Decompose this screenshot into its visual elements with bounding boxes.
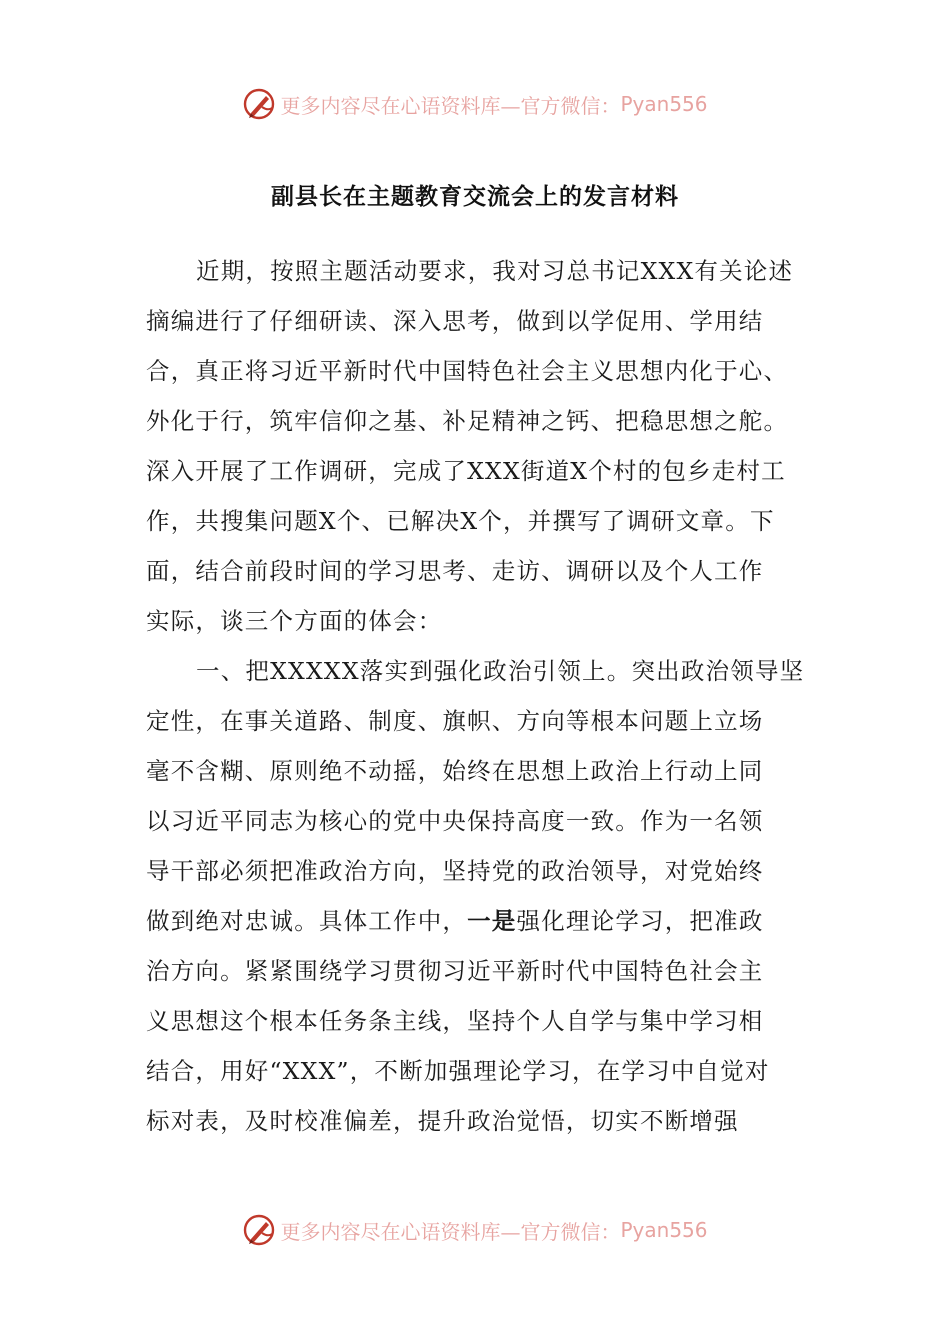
watermark-text: 更多内容尽在心语资料库—官方微信： — [280, 93, 621, 118]
line-text: 做到绝对忠诚。具体工作中， — [146, 907, 468, 935]
paragraph-line: 定性，在事关道路、制度、旗帜、方向等根本问题上立场 — [146, 707, 764, 735]
pen-logo-icon — [242, 87, 276, 121]
paragraph-line: 毫不含糊、原则绝不动摇，始终在思想上政治上行动上同 — [146, 757, 764, 785]
paragraph-line — [146, 904, 764, 938]
paragraph-line: 近期，按照主题活动要求，我对习总书记XXX有关论述 — [196, 257, 794, 285]
paragraph-line: 外化于行，筑牢信仰之基、补足精神之钙、把稳思想之舵。 — [146, 407, 789, 435]
watermark-wechat-id: Pyan556 — [620, 92, 708, 116]
paragraph-line: 实际，谈三个方面的体会： — [146, 607, 443, 635]
paragraph-line: 面，结合前段时间的学习思考、走访、调研以及个人工作 — [146, 557, 764, 585]
paragraph-line: 合，真正将习近平新时代中国特色社会主义思想内化于心、 — [146, 357, 789, 385]
paragraph-line: 结合，用好“XXX”，不断加强理论学习，在学习中自觉对 — [146, 1057, 770, 1085]
paragraph-line: 以习近平同志为核心的党中央保持高度一致。作为一名领 — [146, 807, 764, 835]
section-heading-line: 一、把XXXXX落实到强化政治引领上。突出政治领导坚 — [196, 657, 805, 685]
paragraph-line: 标对表，及时校准偏差，提升政治觉悟，切实不断增强 — [146, 1107, 739, 1135]
pen-logo-icon — [242, 1213, 276, 1247]
paragraph-line: 治方向。紧紧围绕学习贯彻习近平新时代中国特色社会主 — [146, 957, 764, 985]
paragraph-line: 摘编进行了仔细研读、深入思考，做到以学促用、学用结 — [146, 307, 764, 335]
paragraph-line: 义思想这个根本任务条主线，坚持个人自学与集中学习相 — [146, 1007, 764, 1035]
line-text: 强化理论学习，把准政 — [516, 907, 764, 935]
document-title: 副县长在主题教育交流会上的发言材料 — [271, 184, 679, 210]
header-watermark-banner — [0, 84, 950, 124]
paragraph-line: 作，共搜集问题X个、已解决X个，并撰写了调研文章。下 — [146, 507, 775, 535]
watermark-wechat-id: Pyan556 — [620, 1218, 708, 1242]
paragraph-line: 深入开展了工作调研，完成了XXX街道X个村的包乡走村工 — [146, 457, 786, 485]
footer-watermark-banner — [0, 1210, 950, 1250]
watermark-text: 更多内容尽在心语资料库—官方微信： — [280, 1219, 621, 1244]
bold-keyword: 一是 — [467, 907, 517, 935]
paragraph-line: 导干部必须把准政治方向，坚持党的政治领导，对党始终 — [146, 857, 764, 885]
